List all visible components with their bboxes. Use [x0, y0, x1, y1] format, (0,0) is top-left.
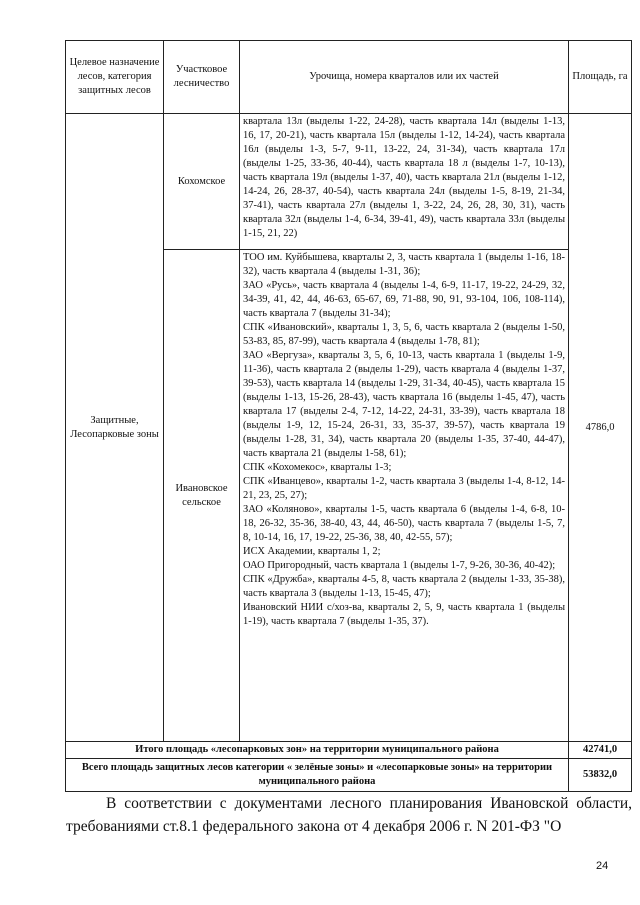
locations-cell: [240, 114, 569, 250]
locations-text: Ивановский НИИ с/хоз-ва, кварталы 2, 5, 9, часть квартала 1 (выделы 1-19), часть квартала 7 (выделы 1-35, 37).: [243, 602, 565, 627]
area-cell: 4786,0: [569, 114, 632, 742]
total-all-value: 53832,0: [569, 759, 632, 792]
locations-cell: [240, 250, 569, 742]
district-cell: Ивановское сельское: [164, 250, 240, 742]
header-district: Участковое лесничество: [164, 41, 240, 114]
total-all-label: Всего площадь защитных лесов категории « зелёные зоны» и «лесопарковые зоны» на территории муниципального района: [66, 759, 569, 792]
locations-text: ЗАО «Коляново», кварталы 1-5, часть квартала 6 (выделы 1-4, 6-8, 10-18, 26-32, 35-36, 38-40, 43, 44, 46-50), часть квартала 7 (выделы 1-5, 7, 8, 10-14, 16, 17, 19-22, 25-36, 38, 40, 42-55, 57);: [243, 504, 565, 543]
header-purpose: Целевое назначение лесов, категория защитных лесов: [66, 41, 164, 114]
locations-text: СПК «Дружба», кварталы 4-5, 8, часть квартала 2 (выделы 1-33, 35-38), часть квартала 3 (выделы 1-13, 15-45, 47);: [243, 574, 565, 599]
table-row: [66, 114, 632, 250]
header-area: Площадь, га: [569, 41, 632, 114]
page-number: 24: [596, 860, 609, 872]
total-all-row: [66, 759, 632, 792]
locations-text: ЗАО «Русь», часть квартала 4 (выделы 1-4, 6-9, 11-17, 19-22, 24-29, 32, 34-39, 41, 42, 44, 46-63, 65-67, 69, 71-88, 90, 91, 93-104, 106, 108-114), часть квартала 7 (выделы 31-34);: [243, 280, 565, 319]
locations-text: СПК «Кохомекос», кварталы 1-3;: [243, 462, 392, 473]
protected-forests-table: [65, 40, 632, 792]
locations-text: ИСХ Академии, кварталы 1, 2;: [243, 546, 381, 557]
locations-text: квартала 13л (выделы 1-22, 24-28), часть квартала 14л (выделы 1-13, 16, 17, 20-21), часть квартала 15л (выделы 1-12, 14-24), часть квартала 16л (выделы 1-3, 5-7, 9-11, 13-22, 24, 31-34), часть квартала 17л (выделы 1-25, 33-36, 40-44), часть квартала 18 л (выделы 1-7, 10-13), часть квартала 19л (выделы 1-37, 40), часть квартала 21л (выделы 1-12, 14-24, 26, 28-37, 40-54), часть квартала 24л (выделы 1-5, 8-19, 21-34, 37-41), часть квартала 27л (выделы 1, 3-22, 24, 26, 28, 30, 31), часть квартала 32л (выделы 1-4, 6-34, 39-41, 49), часть квартала 33л (выделы 1-15, 21, 22): [243, 116, 565, 239]
total-parks-value: 42741,0: [569, 742, 632, 759]
category-cell: Защитные, Лесопарковые зоны: [66, 114, 164, 742]
total-parks-label: Итого площадь «лесопарковых зон» на территории муниципального района: [66, 742, 569, 759]
locations-text: СПК «Ивановский», кварталы 1, 3, 5, 6, часть квартала 2 (выделы 1-50, 53-83, 85, 87-99), часть квартала 4 (выделы 1-78, 81);: [243, 322, 565, 347]
district-cell: Кохомское: [164, 114, 240, 250]
locations-text: ОАО Пригородный, часть квартала 1 (выделы 1-7, 9-26, 30-36, 40-42);: [243, 560, 556, 571]
locations-text: СПК «Иванцево», кварталы 1-2, часть квартала 3 (выделы 1-4, 8-12, 14-21, 23, 25, 27);: [243, 476, 565, 501]
body-paragraph: В соответствии с документами лесного планирования Ивановской области, требованиями ст.8.1 федерального закона от 4 декабря 2006 г. N 201-ФЗ "О: [66, 795, 632, 835]
locations-text: ТОО им. Куйбышева, кварталы 2, 3, часть квартала 1 (выделы 1-16, 18-32), часть квартала 4 (выделы 1-31, 36);: [243, 252, 565, 277]
total-parks-row: [66, 742, 632, 759]
header-locations: Урочища, номера кварталов или их частей: [240, 41, 569, 114]
locations-text: ЗАО «Вергуза», кварталы 3, 5, 6, 10-13, часть квартала 1 (выделы 1-9, 11-36), часть квартала 2 (выделы 1-29), часть квартала 4 (выделы 1-37, 39-53), часть квартала 14 (выделы 1-29, 31-34, 40-45), часть квартала 15 (выделы 1-13, 15-26, 28-43), часть квартала 16 (выделы 1-45, 47), часть квартала 17 (выделы 2-4, 7-12, 14-22, 24-31, 33-39), часть квартала 18 (выделы 1-9, 12, 15-24, 26-31, 33, 35-37, 39-57), часть квартала 19 (выделы 1-28, 31, 34), часть квартала 20 (выделы 1-35, 37-40, 44-47), часть квартала 21 (выделы 1-58, 61);: [243, 350, 565, 459]
table-header-row: [66, 41, 632, 114]
